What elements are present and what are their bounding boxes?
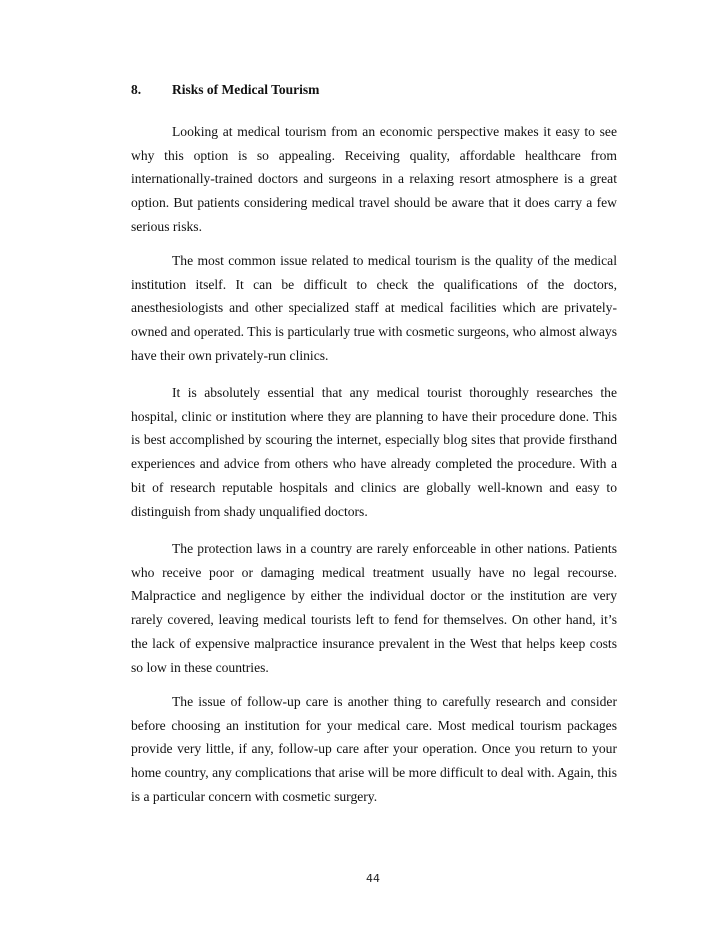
paragraph-institution-quality: The most common issue related to medical tourism is the quality of the medical institution itself. It can be difficult to check the qualifications of the doctors, anesthesiologists and other specialized staff at medical facilities which are privately-owned and operated. This is particularly true with cosmetic surgeons, who almost always have their own privately-run clinics. <box>131 253 617 363</box>
paragraph-economic-perspective: Looking at medical tourism from an economic perspective makes it easy to see why this option is so appealing. Receiving quality, affordable healthcare from internationally-trained doctors and surgeons in a relaxing resort atmosphere is a great option. But patients considering medical travel should be aware that it does carry a few serious risks. <box>131 124 617 234</box>
section-number: 8. <box>131 82 142 97</box>
section-title: Risks of Medical Tourism <box>172 82 320 97</box>
paragraph-follow-up-care: The issue of follow-up care is another thing to carefully research and consider before choosing an institution for your medical care. Most medical tourism packages provide very little, if any, follow-up care after your operation. Once you return to your home country, any complications that arise will be more difficult to deal with. Again, this is a particular concern with cosmetic surgery. <box>131 694 617 804</box>
section-heading <box>131 82 319 98</box>
paragraph-research-hospital: It is absolutely essential that any medical tourist thoroughly researches the hospital, clinic or institution where they are planning to have their procedure done. This is best accomplished by scouring the internet, especially blog sites that provide firsthand experiences and advice from others who have already completed the procedure. With a bit of research reputable hospitals and clinics are globally well-known and easy to distinguish from shady unqualified doctors. <box>131 385 617 519</box>
paragraph-protection-laws: The protection laws in a country are rarely enforceable in other nations. Patients who receive poor or damaging medical treatment usually have no legal recourse. Malpractice and negligence by either the individual doctor or the institution are very rarely covered, leaving medical tourists left to fend for themselves. On other hand, it’s the lack of expensive malpractice insurance prevalent in the West that helps keep costs so low in these countries. <box>131 541 617 675</box>
page-number: 44 <box>366 872 380 885</box>
